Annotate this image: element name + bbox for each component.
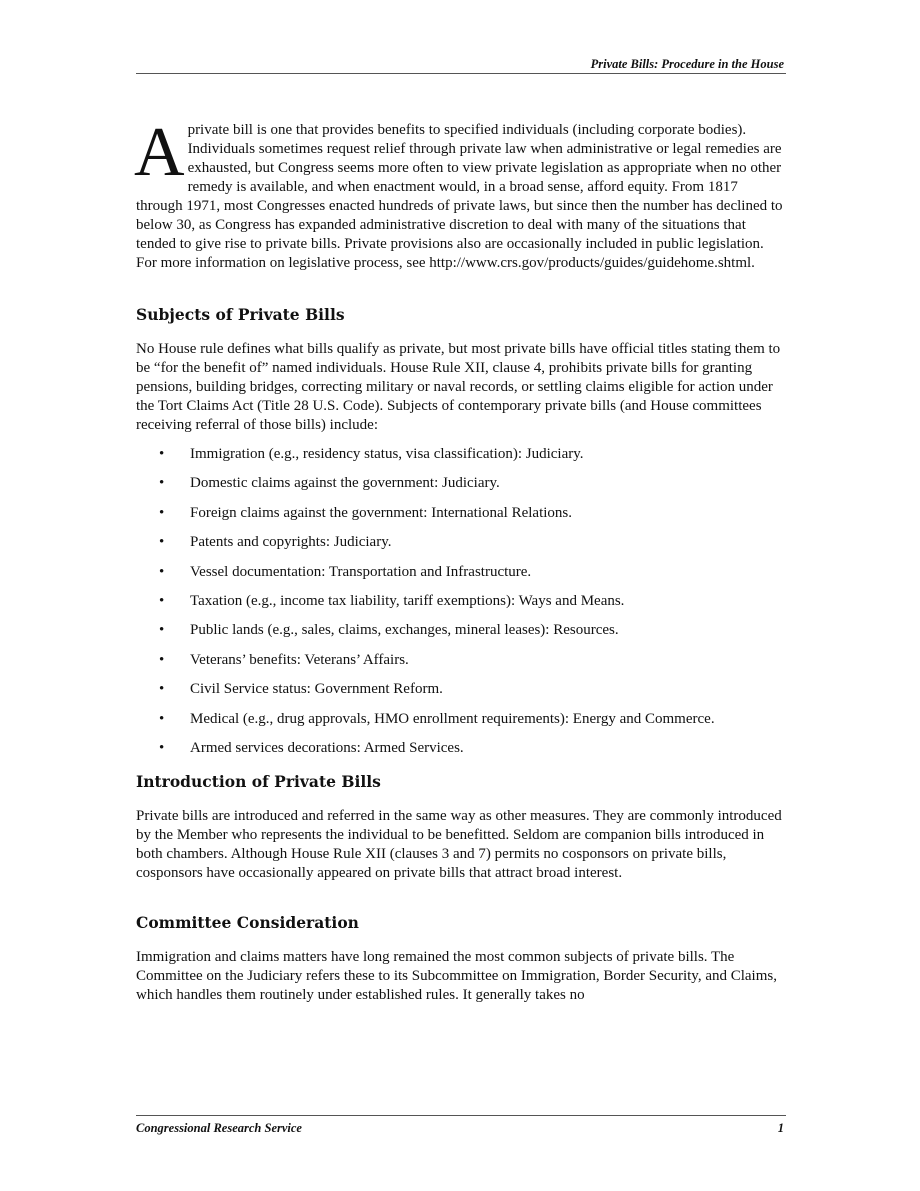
list-item: • Immigration (e.g., residency status, visa classification): Judiciary. — [159, 446, 584, 462]
footer-divider — [136, 1115, 786, 1116]
bullet-icon: • — [159, 651, 165, 668]
bullet-icon: • — [159, 446, 165, 462]
heading-subjects: Subjects of Private Bills — [136, 305, 345, 324]
running-header: Private Bills: Procedure in the House — [590, 57, 784, 71]
list-item: • Foreign claims against the government: International Relations. — [159, 504, 572, 521]
header-divider — [136, 73, 786, 74]
heading-introduction: Introduction of Private Bills — [136, 771, 381, 791]
intro-text: private bill is one that provides benefits to specified individuals (including corporate bodies). Individuals sometimes request relief through private law when administrative or legal remedies are exhausted, but Congress seems more often to view private legislation as appropriate when no other remedy is available, and when enactment would, in a broad sense, afford equity. From 1817 through 1971, most Congresses enacted hundreds of private laws, but since then the number has declined to below 30, as Congress has expanded administrative discretion to deal with many of the situations that tended to give rise to private bills. Private provisions also are occasionally included in public legislation. For more information on legislative process, see http://www.crs.gov/products/guides/guidehome.shtml. — [136, 122, 783, 271]
list-item: • Veterans’ benefits: Veterans’ Affairs. — [159, 651, 409, 668]
list-item: • Armed services decorations: Armed Services. — [159, 739, 464, 756]
bullet-icon: • — [159, 475, 165, 492]
intro-paragraph — [134, 114, 786, 273]
bullet-icon: • — [159, 504, 165, 521]
list-item: • Civil Service status: Government Reform. — [159, 681, 443, 698]
list-item: • Taxation (e.g., income tax liability, tariff exemptions): Ways and Means. — [159, 592, 625, 609]
list-item: • Medical (e.g., drug approvals, HMO enrollment requirements): Energy and Commerce. — [159, 710, 715, 727]
list-item: • Vessel documentation: Transportation and Infrastructure. — [159, 563, 532, 580]
list-item: • Public lands (e.g., sales, claims, exchanges, mineral leases): Resources. — [159, 622, 619, 639]
introduction-paragraph: Private bills are introduced and referred in the same way as other measures. They are commonly introduced by the Member who represents the individual to be benefitted. Seldom are companion bills introduced in both chambers. Although House Rule XII (clauses 3 and 7) permits no cosponsors on private bills, cosponsors have occasionally appeared on private bills that attract broad interest. — [136, 807, 782, 881]
bullet-icon: • — [159, 534, 165, 551]
committee-paragraph: Immigration and claims matters have long remained the most common subjects of private bills. The Committee on the Judiciary refers these to its Subcommittee on Immigration, Border Security, and Claims, which handles them routinely under established rules. It generally takes no — [136, 948, 777, 1003]
subjects-list — [136, 445, 786, 758]
bullet-icon: • — [159, 592, 165, 609]
bullet-icon: • — [159, 563, 165, 580]
document-body — [134, 114, 786, 1005]
bullet-icon: • — [159, 710, 165, 727]
bullet-icon: • — [159, 681, 165, 698]
bullet-icon: • — [159, 622, 165, 639]
list-item: • Domestic claims against the government: Judiciary. — [159, 475, 500, 492]
footer-source: Congressional Research Service — [136, 1121, 302, 1135]
subjects-paragraph: No House rule defines what bills qualify as private, but most private bills have official titles stating them to be “for the benefit of” named individuals. House Rule XII, clause 4, prohibits private bills for granting pensions, building bridges, correcting military or naval records, or settling claims eligible for action under the Tort Claims Act (Title 28 U.S. Code). Subjects of contemporary private bills (and House committees receiving referral of those bills) include: — [136, 341, 781, 433]
heading-committee: Committee Consideration — [136, 912, 359, 932]
page-number: 1 — [777, 1121, 784, 1135]
list-item: • Patents and copyrights: Judiciary. — [159, 534, 392, 551]
bullet-icon: • — [159, 739, 165, 756]
drop-cap: A — [134, 114, 185, 191]
